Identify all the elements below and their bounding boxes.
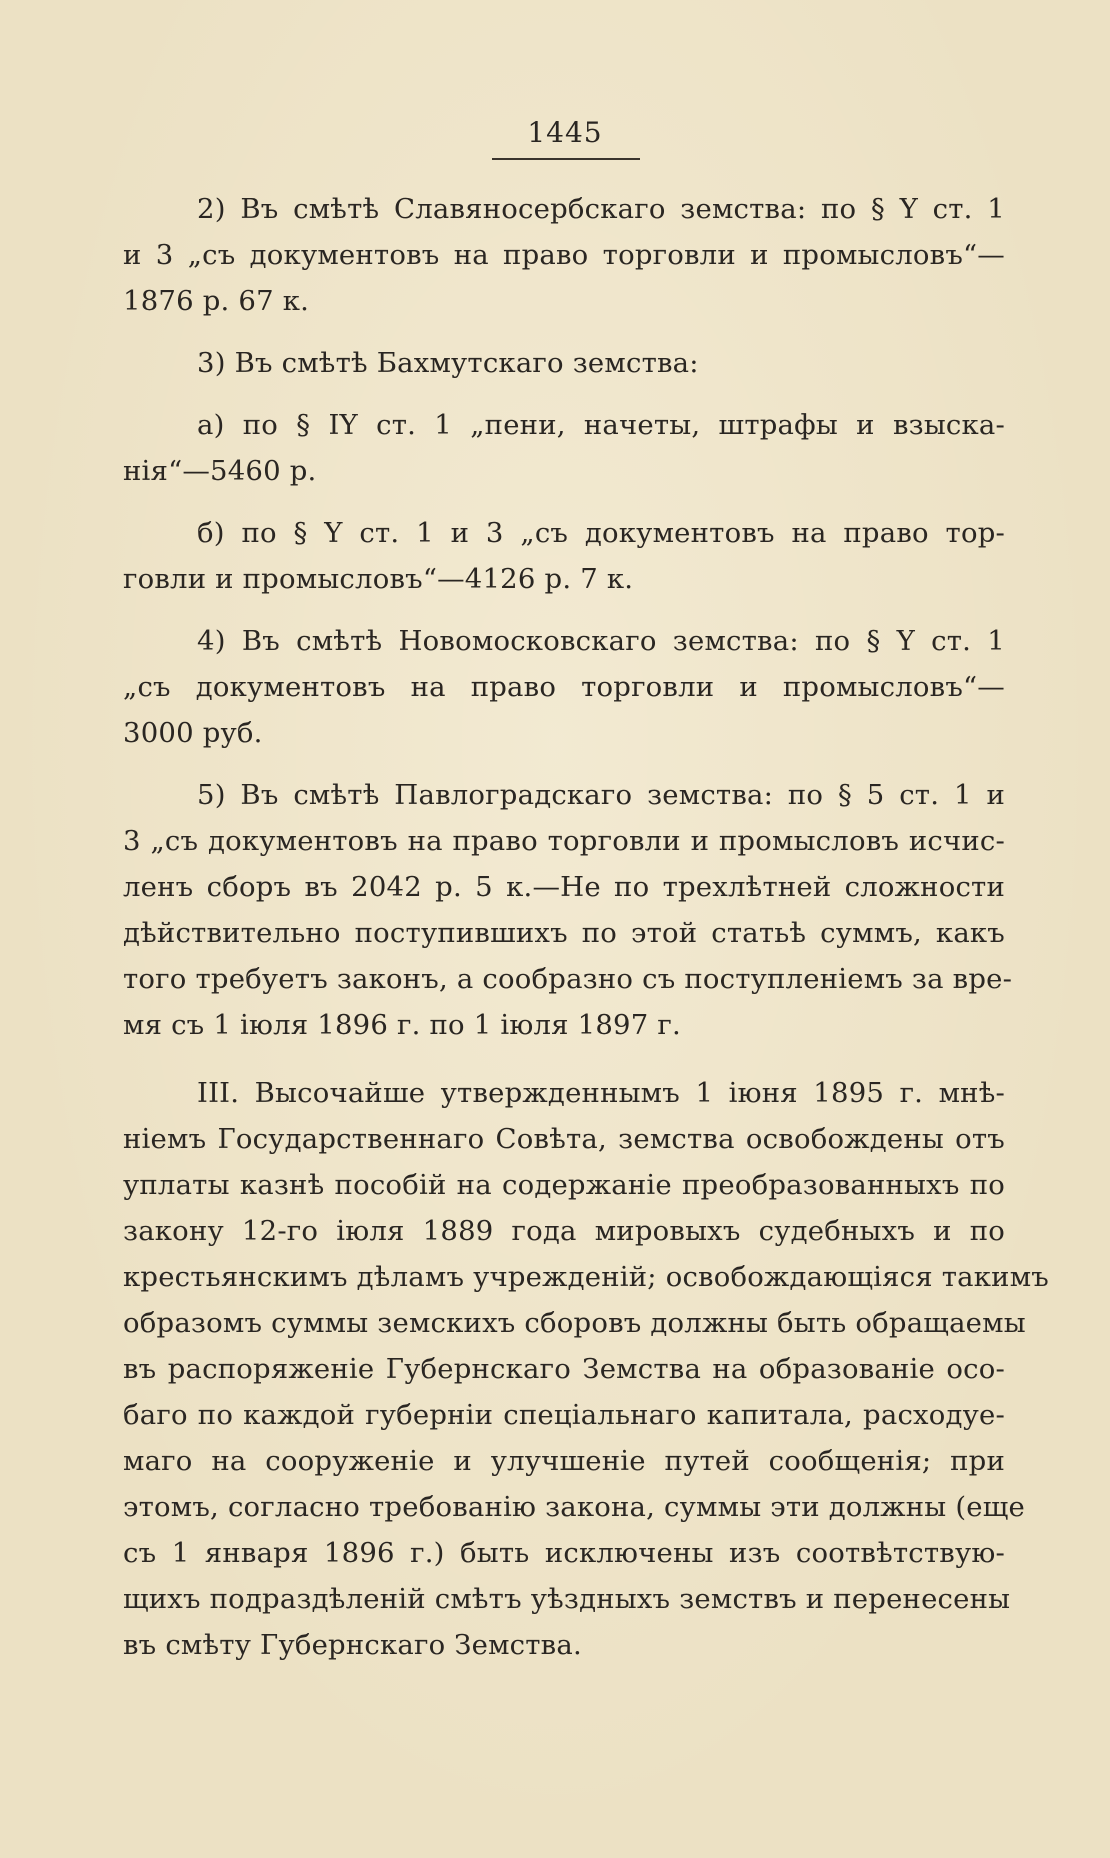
text-line: того требуетъ законъ, а сообразно съ поступленіемъ за вре- [123, 963, 1013, 995]
text-line: 2) Въ смѣтѣ Славяносербскаго земства: по § Y ст. 1 [197, 193, 1005, 225]
text-line: 1876 р. 67 к. [123, 285, 310, 317]
text-line: 3000 руб. [123, 717, 263, 749]
text-line: уплаты казнѣ пособій на содержаніе преобразованныхъ по [123, 1169, 1005, 1201]
text-line: 3 „съ документовъ на право торговли и промысловъ исчис- [123, 825, 1005, 857]
paragraph-gap [123, 494, 1005, 510]
text-line: маго на сооруженіе и улучшеніе путей сообщенія; при [123, 1445, 1005, 1477]
paragraph-gap [123, 386, 1005, 402]
text-line: ніемъ Государственнаго Совѣта, земства освобождены отъ [123, 1123, 1005, 1155]
document-body [123, 186, 1049, 1668]
text-line: щихъ подраздѣленій смѣтъ уѣздныхъ земствъ и перенесены [123, 1583, 1011, 1615]
paragraph-gap [123, 324, 1005, 340]
text-line: этомъ, согласно требованію закона, суммы эти должны (еще [123, 1491, 1025, 1523]
text-line: а) по § IY ст. 1 „пени, начеты, штрафы и взыска- [197, 409, 1005, 441]
page-number-rule [492, 158, 640, 160]
text-line: „съ документовъ на право торговли и промысловъ“— [123, 671, 1005, 703]
text-line: образомъ суммы земскихъ сборовъ должны быть обращаемы [123, 1307, 1026, 1339]
text-line: въ смѣту Губернскаго Земства. [123, 1629, 582, 1661]
text-line: мя съ 1 іюля 1896 г. по 1 іюля 1897 г. [123, 1009, 681, 1041]
text-line: и 3 „съ документовъ на право торговли и промысловъ“— [123, 239, 1005, 271]
text-line: 4) Въ смѣтѣ Новомосковскаго земства: по § Y ст. 1 [197, 625, 1005, 657]
paragraph-gap [123, 602, 1005, 618]
text-line: дѣйствительно поступившихъ по этой статьѣ суммъ, какъ [123, 917, 1005, 949]
text-line: нія“—5460 р. [123, 455, 317, 487]
text-line: 3) Въ смѣтѣ Бахмутскаго земства: [197, 347, 699, 379]
paragraph-gap [123, 1048, 1005, 1070]
text-line: крестьянскимъ дѣламъ учрежденій; освобождающіяся такимъ [123, 1261, 1049, 1293]
page-number: 1445 [527, 116, 603, 149]
paragraph-gap [123, 756, 1005, 772]
text-line: III. Высочайше утвержденнымъ 1 іюня 1895 г. мнѣ- [197, 1077, 1005, 1109]
text-line: 5) Въ смѣтѣ Павлоградскаго земства: по § 5 ст. 1 и [197, 779, 1005, 811]
text-line: въ распоряженіе Губернскаго Земства на образованіе осо- [123, 1353, 1005, 1385]
text-line: закону 12-го іюля 1889 года мировыхъ судебныхъ и по [123, 1215, 1005, 1247]
text-line: ленъ сборъ въ 2042 р. 5 к.—Не по трехлѣтней сложности [123, 871, 1005, 903]
text-line: говли и промысловъ“—4126 р. 7 к. [123, 563, 634, 595]
text-line: съ 1 января 1896 г.) быть исключены изъ соотвѣтствую- [123, 1537, 1005, 1569]
text-line: б) по § Y ст. 1 и 3 „съ документовъ на право тор- [197, 517, 1005, 549]
text-line: баго по каждой губерніи спеціальнаго капитала, расходуе- [123, 1399, 1005, 1431]
